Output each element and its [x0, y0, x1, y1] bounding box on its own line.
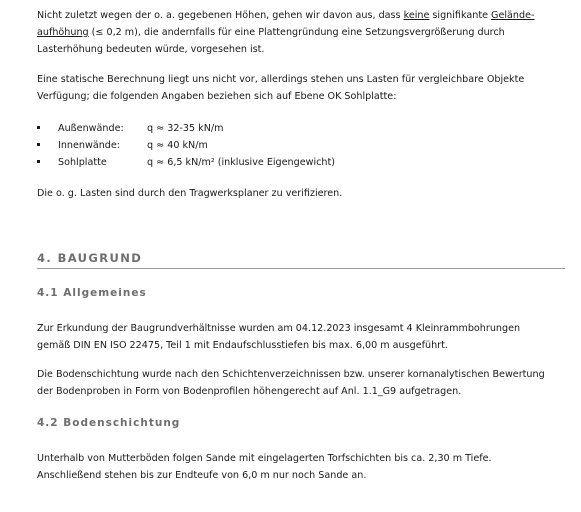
paragraph-static-calc: [37, 71, 565, 105]
text-line: Verfügung; die folgenden Angaben beziehen sich auf Ebene OK Sohlplatte:: [37, 91, 397, 102]
subsection-heading-allgemeines: 4.1 Allgemeines: [37, 287, 147, 299]
text-line: Zur Erkundung der Baugrundverhältnisse wurden am 04.12.2023 insgesamt 4 Kleinrammbohrungen: [37, 323, 521, 334]
subsection-heading-bodenschichtung: 4.2 Bodenschichtung: [37, 417, 181, 429]
load-value: q ≈ 40 kN/m: [147, 140, 208, 151]
underlined-aufhoehung: aufhöhung: [37, 27, 89, 38]
load-value: q ≈ 32-35 kN/m: [147, 123, 224, 134]
load-value: q ≈ 6,5 kN/m² (inklusive Eigengewicht): [147, 157, 335, 168]
text-line: Eine statische Berechnung liegt uns nicht vor, allerdings stehen uns Lasten für vergleichbare Objekte: [37, 74, 525, 85]
text-line: Anschließend stehen bis zur Endteufe von 6,0 m nur noch Sande an.: [37, 470, 367, 481]
text-segment: signifikante: [429, 10, 492, 21]
text-segment: Lasterhöhung bedeuten würde, vorgesehen ist.: [37, 44, 265, 55]
underlined-keine: keine: [403, 10, 430, 21]
section-heading-baugrund: 4. BAUGRUND: [37, 251, 143, 265]
loads-list: [37, 120, 565, 171]
list-item-sohlplatte: [37, 154, 565, 171]
bullet-icon: [37, 126, 40, 129]
paragraph-bodenschichtung: [37, 366, 565, 400]
bullet-icon: [37, 143, 40, 146]
load-name: Außenwände:: [58, 123, 124, 134]
paragraph-foundation-height: [37, 7, 565, 58]
text-segment: (≤ 0,2 m), die andernfalls für eine Plattengründung eine Setzungsvergrößerung durch: [88, 27, 505, 38]
heading-divider: [37, 268, 565, 269]
load-name: Innenwände:: [58, 140, 121, 151]
paragraph-schichten: [37, 450, 565, 484]
paragraph-verify: Die o. g. Lasten sind durch den Tragwerksplaner zu verifizieren.: [37, 188, 343, 199]
text-line: gemäß DIN EN ISO 22475, Teil 1 mit Endaufschlusstiefen bis max. 6,00 m ausgeführt.: [37, 340, 448, 351]
paragraph-erkundung: [37, 320, 565, 354]
list-item-aussenwaende: [37, 120, 565, 137]
load-name: Sohlplatte: [58, 157, 107, 168]
text-line: Die Bodenschichtung wurde nach den Schichtenverzeichnissen bzw. unserer kornanalytischen Bewertung: [37, 369, 545, 380]
text-segment: Nicht zuletzt wegen der o. a. gegebenen Höhen, gehen wir davon aus, dass: [37, 10, 404, 21]
text-line: Unterhalb von Mutterböden folgen Sande mit eingelagerten Torfschichten bis ca. 2,30 m Tiefe.: [37, 453, 492, 464]
underlined-gelaende: Gelände-: [491, 10, 535, 21]
list-item-innenwaende: [37, 137, 565, 154]
bullet-icon: [37, 160, 40, 163]
text-line: der Bodenproben in Form von Bodenprofilen höhengerecht auf Anl. 1.1_G9 aufgetragen.: [37, 386, 462, 397]
